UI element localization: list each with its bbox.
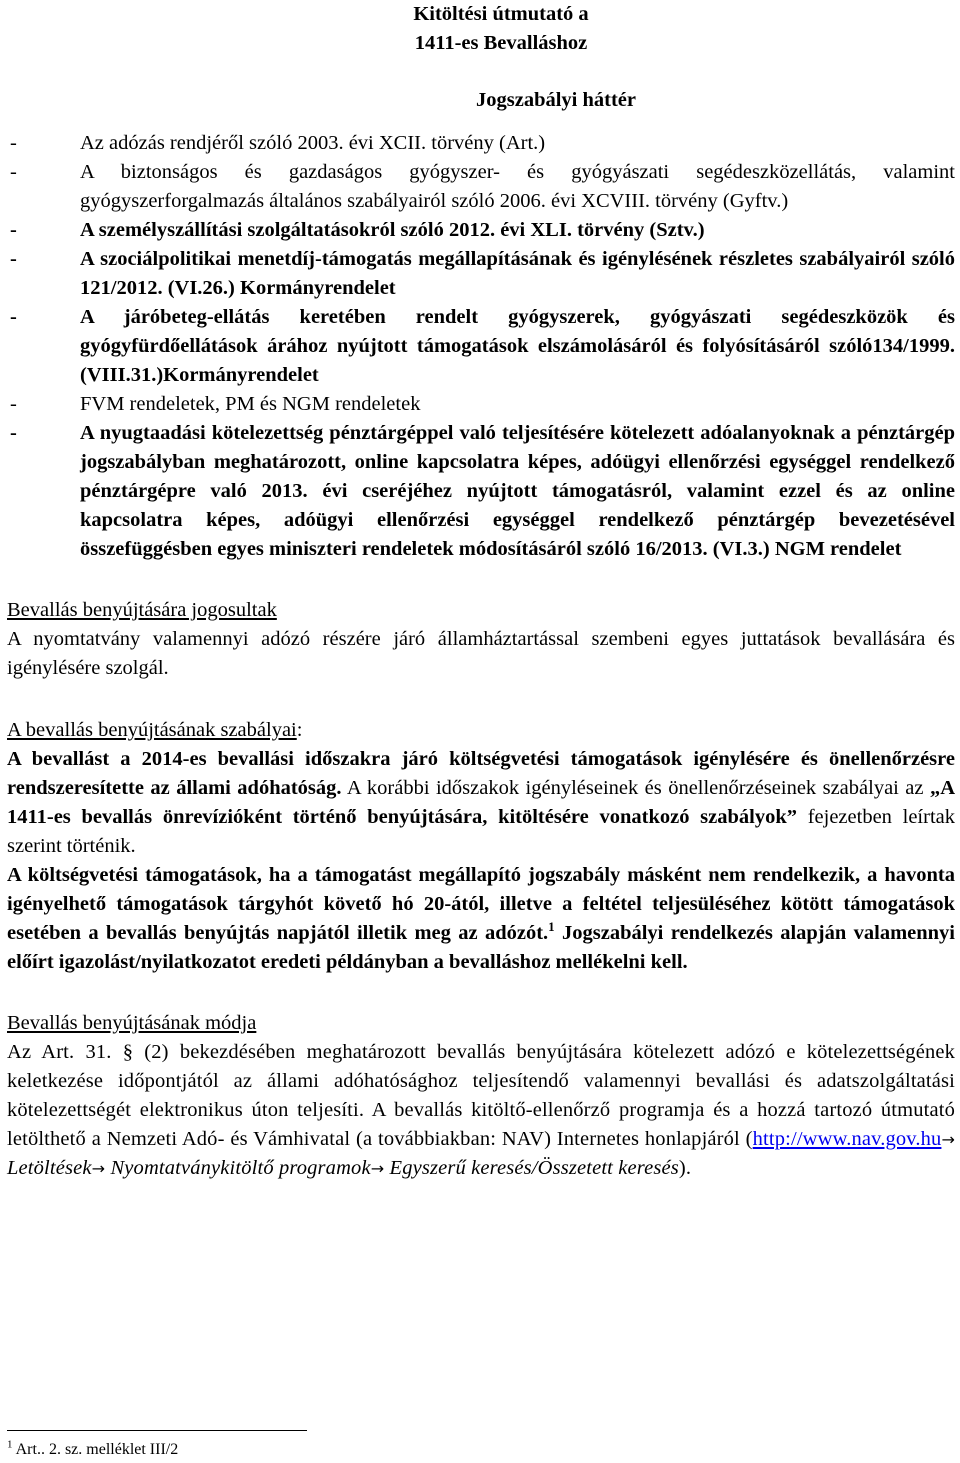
method-text-end: ). <box>678 1157 692 1179</box>
rules-p2-text-2: Jogszabályi rendelkezés alapján valamennyi előírt igazolást/nyilatkozatot eredeti példányban a bevalláshoz mellékelni kell. <box>7 922 955 973</box>
section-heading-rules: A bevallás benyújtásának szabályai <box>7 719 297 741</box>
rules-p1-bold: A bevallást a 2014-es bevallási időszakra járó költségvetési támogatások igénylésére és önellenőrzésre rendszeresítette az állami adóhatóság. <box>7 748 955 799</box>
footnote <box>7 1440 178 1460</box>
law-item <box>7 129 955 158</box>
section-heading-eligible: Bevallás benyújtására jogosultak <box>7 599 277 621</box>
law-item-text: FVM rendeletek, PM és NGM rendeletek <box>80 393 421 415</box>
law-item-text: A biztonságos és gazdaságos gyógyszer- és gyógyászati segédeszközellátás, valamint gyógyszerforgalmazás általános szabályairól szóló 2006. évi XCVIII. törvény (Gyftv.) <box>80 161 955 212</box>
rules-p2-text: A költségvetési támogatások, ha a támogatást megállapító jogszabály másként nem rendelkezik, a havonta igényelhető támogatások tárgyhót követő hó 20-ától, illetve a feltétel teljesüléséhez kötött támogatások esetében a bevallás benyújtás napjától illetik meg az adózót. <box>7 864 955 944</box>
arrow-right-icon: → <box>91 1159 106 1178</box>
list-dash: - <box>10 306 17 328</box>
heading-colon: : <box>296 719 303 741</box>
rules-paragraph-2 <box>7 861 955 977</box>
title-line-2: 1411-es Bevalláshoz <box>414 32 588 54</box>
path-downloads: Letöltések <box>7 1157 92 1179</box>
law-item <box>7 303 955 390</box>
footnote-reference: 1 <box>548 919 555 935</box>
document-title <box>47 0 955 58</box>
path-form-programs: Nyomtatványkitöltő programok <box>110 1157 371 1179</box>
path-search: Egyszerű keresés/Összetett keresés <box>384 1157 679 1179</box>
law-item <box>7 216 955 245</box>
list-dash: - <box>10 219 17 241</box>
list-dash: - <box>10 422 17 444</box>
section-submission-method <box>7 1009 955 1183</box>
arrow-right-icon: → <box>370 1159 385 1178</box>
list-dash: - <box>10 248 17 270</box>
law-item-text: A személyszállítási szolgáltatásokról szóló 2012. évi XLI. törvény (Sztv.) <box>80 219 705 241</box>
footnote-text: Art.. 2. sz. melléklet III/2 <box>12 1441 179 1458</box>
rules-p1-normal: A korábbi időszakok igényléseinek és önellenőrzéseinek szabályai az <box>341 777 930 799</box>
section-rules <box>7 716 955 977</box>
law-item <box>7 419 955 564</box>
method-text-start: Az Art. 31. § (2) bekezdésében meghatározott bevallás benyújtására kötelezett adózó e kötelezettségének keletkezése időpontjától az állami adóhatósághoz teljesítendő valamennyi bevallási és adatszolgáltatási kötelezettségét elektronikus úton teljesíti. A bevallás kitöltő-ellenőrző programja és a hozzá tartozó útmutató letölthető a Nemzeti Adó- és Vámhivatal (a továbbiakban: NAV) Internetes honlapjáról ( <box>7 1041 955 1150</box>
law-item-text: A nyugtaadási kötelezettség pénztárgéppel való teljesítésére kötelezett adóalanyoknak a pénztárgép jogszabályban meghatározott, online kapcsolatra képes, adóügyi ellenőrzési egységgel rendelkező pénztárgépre való 2013. évi cseréjéhez nyújtott támogatásról, valamint ezzel és az online kapcsolatra képes, adóügyi ellenőrzési egységgel rendelkező pénztárgép bevezetésével összefüggésben egyes miniszteri rendeletek módosításáról szóló 16/2013. (VI.3.) NGM rendelet <box>80 422 955 560</box>
list-dash: - <box>10 132 17 154</box>
arrow-right-icon: → <box>941 1130 955 1149</box>
law-item <box>7 390 955 419</box>
rules-paragraph-1 <box>7 745 955 861</box>
footnote-divider <box>7 1430 307 1431</box>
nav-website-link[interactable]: http://www.nav.gov.hu <box>752 1128 942 1150</box>
section-eligible <box>7 596 955 683</box>
section-body-method <box>7 1038 955 1183</box>
title-line-1: Kitöltési útmutató a <box>413 3 589 25</box>
law-item <box>7 245 955 303</box>
law-item-text: Az adózás rendjéről szóló 2003. évi XCII. törvény (Art.) <box>80 132 546 154</box>
law-list <box>7 129 955 564</box>
section-heading-method: Bevallás benyújtásának módja <box>7 1012 257 1034</box>
list-dash: - <box>10 393 17 415</box>
document-page <box>7 0 955 1183</box>
section-heading-rules-row <box>7 716 955 745</box>
list-dash: - <box>10 161 17 183</box>
law-item-text: A szociálpolitikai menetdíj-támogatás megállapításának és igénylésének részletes szabályairól szóló 121/2012. (VI.26.) Kormányrendelet <box>80 248 955 299</box>
rules-p1-quote: „A 1411-es bevallás önrevízióként történő benyújtására, kitöltésére vonatkozó szabályok” <box>7 777 955 828</box>
legal-background-heading: Jogszabályi háttér <box>476 89 636 111</box>
law-item-text: A járóbeteg-ellátás keretében rendelt gyógyszerek, gyógyászati segédeszközök és gyógyfürdőellátások árához nyújtott támogatások elszámolásáról és folyósításáról szóló134/1999.(VIII.31.)Kormányrendelet <box>80 306 955 386</box>
rules-p1-tail: fejezetben leírtak szerint történik. <box>7 806 956 857</box>
law-item <box>7 158 955 216</box>
footnote-number: 1 <box>7 1438 13 1451</box>
section-body-eligible: A nyomtatvány valamennyi adózó részére járó államháztartással szembeni egyes juttatások bevallására és igénylésére szolgál. <box>7 628 955 679</box>
